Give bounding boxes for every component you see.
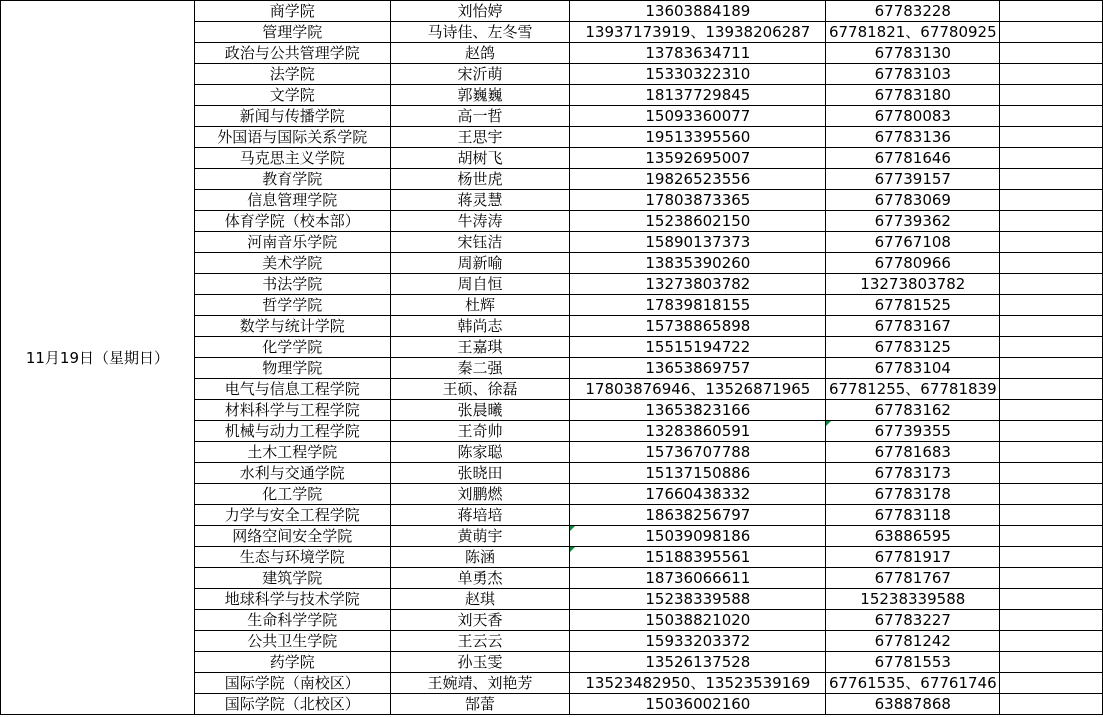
office-phone-cell[interactable]: 13273803782 [826,274,1000,295]
empty-cell[interactable] [1000,673,1103,694]
mobile-phone-cell[interactable]: 13937173919、13938206287 [570,22,826,43]
office-phone-cell[interactable]: 67781821、67780925 [826,22,1000,43]
college-cell[interactable]: 哲学学院 [194,295,390,316]
college-cell[interactable]: 机械与动力工程学院 [194,421,390,442]
empty-cell[interactable] [1000,316,1103,337]
mobile-phone-cell[interactable]: 15238339588 [570,589,826,610]
empty-cell[interactable] [1000,421,1103,442]
empty-cell[interactable] [1000,652,1103,673]
contact-name-cell[interactable]: 王婉靖、刘艳芳 [390,673,570,694]
office-phone-cell[interactable]: 15238339588 [826,589,1000,610]
empty-cell[interactable] [1000,568,1103,589]
contact-name-cell[interactable]: 高一哲 [390,106,570,127]
empty-cell[interactable] [1000,148,1103,169]
mobile-phone-cell[interactable]: 15933203372 [570,631,826,652]
office-phone-cell[interactable]: 67783103 [826,64,1000,85]
office-phone-cell[interactable]: 67783118 [826,505,1000,526]
mobile-phone-cell[interactable]: 19513395560 [570,127,826,148]
office-phone-cell[interactable]: 67783069 [826,190,1000,211]
college-cell[interactable]: 电气与信息工程学院 [194,379,390,400]
empty-cell[interactable] [1000,232,1103,253]
college-cell[interactable]: 政治与公共管理学院 [194,43,390,64]
empty-cell[interactable] [1000,694,1103,715]
office-phone-cell[interactable]: 67781553 [826,652,1000,673]
empty-cell[interactable] [1000,526,1103,547]
college-cell[interactable]: 美术学院 [194,253,390,274]
mobile-phone-cell[interactable]: 15036002160 [570,694,826,715]
empty-cell[interactable] [1000,274,1103,295]
mobile-phone-cell[interactable]: 17660438332 [570,484,826,505]
college-cell[interactable]: 公共卫生学院 [194,631,390,652]
office-phone-cell[interactable]: 67783167 [826,316,1000,337]
office-phone-cell[interactable]: 63886595 [826,526,1000,547]
contact-name-cell[interactable]: 杜辉 [390,295,570,316]
mobile-phone-cell[interactable]: 15039098186 [570,526,826,547]
college-cell[interactable]: 力学与安全工程学院 [194,505,390,526]
college-cell[interactable]: 管理学院 [194,22,390,43]
college-cell[interactable]: 药学院 [194,652,390,673]
office-phone-cell[interactable]: 67781767 [826,568,1000,589]
office-phone-cell[interactable]: 67739157 [826,169,1000,190]
college-cell[interactable]: 网络空间安全学院 [194,526,390,547]
contact-name-cell[interactable]: 黄萌宇 [390,526,570,547]
empty-cell[interactable] [1000,190,1103,211]
college-cell[interactable]: 化工学院 [194,484,390,505]
college-cell[interactable]: 体育学院（校本部） [194,211,390,232]
mobile-phone-cell[interactable]: 18736066611 [570,568,826,589]
mobile-phone-cell[interactable]: 17803873365 [570,190,826,211]
office-phone-cell[interactable]: 67783130 [826,43,1000,64]
contact-name-cell[interactable]: 王奇帅 [390,421,570,442]
college-cell[interactable]: 河南音乐学院 [194,232,390,253]
college-cell[interactable]: 化学学院 [194,337,390,358]
college-cell[interactable]: 法学院 [194,64,390,85]
office-phone-cell[interactable]: 67781255、67781839 [826,379,1000,400]
office-phone-cell[interactable]: 67783227 [826,610,1000,631]
empty-cell[interactable] [1000,253,1103,274]
empty-cell[interactable] [1000,589,1103,610]
contact-name-cell[interactable]: 刘天香 [390,610,570,631]
office-phone-cell[interactable]: 63887868 [826,694,1000,715]
contact-name-cell[interactable]: 王嘉琪 [390,337,570,358]
empty-cell[interactable] [1000,106,1103,127]
mobile-phone-cell[interactable]: 15238602150 [570,211,826,232]
table-body [1,1,1103,715]
mobile-phone-cell[interactable]: 13273803782 [570,274,826,295]
contact-name-cell[interactable]: 宋钰洁 [390,232,570,253]
college-cell[interactable]: 国际学院（北校区） [194,694,390,715]
college-cell[interactable]: 商学院 [194,1,390,22]
contact-name-cell[interactable]: 刘鹏燃 [390,484,570,505]
college-cell[interactable]: 马克思主义学院 [194,148,390,169]
office-phone-cell[interactable]: 67781683 [826,442,1000,463]
office-phone-cell[interactable]: 67761535、67761746 [826,673,1000,694]
contact-name-cell[interactable]: 秦二强 [390,358,570,379]
mobile-phone-cell[interactable]: 17803876946、13526871965 [570,379,826,400]
contact-name-cell[interactable]: 胡树飞 [390,148,570,169]
college-cell[interactable]: 建筑学院 [194,568,390,589]
college-cell[interactable]: 数学与统计学院 [194,316,390,337]
empty-cell[interactable] [1000,22,1103,43]
mobile-phone-cell[interactable]: 13603884189 [570,1,826,22]
mobile-phone-cell[interactable]: 13283860591 [570,421,826,442]
empty-cell[interactable] [1000,358,1103,379]
contact-name-cell[interactable]: 刘怡婷 [390,1,570,22]
contact-name-cell[interactable]: 郜蕾 [390,694,570,715]
college-cell[interactable]: 生态与环境学院 [194,547,390,568]
office-phone-cell[interactable]: 67739362 [826,211,1000,232]
contact-name-cell[interactable]: 宋沂萌 [390,64,570,85]
office-phone-cell[interactable]: 67783162 [826,400,1000,421]
college-cell[interactable]: 土木工程学院 [194,442,390,463]
mobile-phone-cell[interactable]: 15736707788 [570,442,826,463]
office-phone-cell[interactable]: 67783180 [826,85,1000,106]
contact-name-cell[interactable]: 王硕、徐磊 [390,379,570,400]
contact-name-cell[interactable]: 牛涛涛 [390,211,570,232]
mobile-phone-cell[interactable]: 17839818155 [570,295,826,316]
contact-name-cell[interactable]: 蒋灵慧 [390,190,570,211]
college-cell[interactable]: 教育学院 [194,169,390,190]
empty-cell[interactable] [1000,169,1103,190]
empty-cell[interactable] [1000,211,1103,232]
office-phone-cell[interactable]: 67781917 [826,547,1000,568]
mobile-phone-cell[interactable]: 18638256797 [570,505,826,526]
mobile-phone-cell[interactable]: 15093360077 [570,106,826,127]
empty-cell[interactable] [1000,337,1103,358]
contact-name-cell[interactable]: 周自恒 [390,274,570,295]
date-cell[interactable]: 11月19日（星期日） [1,1,195,715]
college-cell[interactable]: 信息管理学院 [194,190,390,211]
college-cell[interactable]: 新闻与传播学院 [194,106,390,127]
office-phone-cell[interactable]: 67780966 [826,253,1000,274]
table-row [1,1,1103,22]
mobile-phone-cell[interactable]: 13653823166 [570,400,826,421]
mobile-phone-cell[interactable]: 15330322310 [570,64,826,85]
mobile-phone-cell[interactable]: 13592695007 [570,148,826,169]
mobile-phone-cell[interactable]: 15890137373 [570,232,826,253]
office-phone-cell[interactable]: 67783173 [826,463,1000,484]
office-phone-cell[interactable]: 67783228 [826,1,1000,22]
college-cell[interactable]: 书法学院 [194,274,390,295]
contact-name-cell[interactable]: 张晓田 [390,463,570,484]
empty-cell[interactable] [1000,1,1103,22]
contact-name-cell[interactable]: 周新喻 [390,253,570,274]
contact-name-cell[interactable]: 赵琪 [390,589,570,610]
contact-name-cell[interactable]: 孙玉雯 [390,652,570,673]
college-cell[interactable]: 地球科学与技术学院 [194,589,390,610]
mobile-phone-cell[interactable]: 15038821020 [570,610,826,631]
office-phone-cell[interactable]: 67739355 [826,421,1000,442]
empty-cell[interactable] [1000,631,1103,652]
college-cell[interactable]: 国际学院（南校区） [194,673,390,694]
mobile-phone-cell[interactable]: 13783634711 [570,43,826,64]
empty-cell[interactable] [1000,463,1103,484]
office-phone-cell[interactable]: 67783136 [826,127,1000,148]
empty-cell[interactable] [1000,64,1103,85]
mobile-phone-cell[interactable]: 15188395561 [570,547,826,568]
empty-cell[interactable] [1000,379,1103,400]
empty-cell[interactable] [1000,547,1103,568]
mobile-phone-cell[interactable]: 15515194722 [570,337,826,358]
office-phone-cell[interactable]: 67781646 [826,148,1000,169]
contact-name-cell[interactable]: 单勇杰 [390,568,570,589]
empty-cell[interactable] [1000,610,1103,631]
college-cell[interactable]: 生命科学学院 [194,610,390,631]
college-cell[interactable]: 物理学院 [194,358,390,379]
college-cell[interactable]: 文学院 [194,85,390,106]
contact-name-cell[interactable]: 张晨曦 [390,400,570,421]
college-cell[interactable]: 水利与交通学院 [194,463,390,484]
college-cell[interactable]: 外国语与国际关系学院 [194,127,390,148]
mobile-phone-cell[interactable]: 18137729845 [570,85,826,106]
office-phone-cell[interactable]: 67783178 [826,484,1000,505]
mobile-phone-cell[interactable]: 13523482950、13523539169 [570,673,826,694]
office-phone-cell[interactable]: 67783125 [826,337,1000,358]
contact-name-cell[interactable]: 蒋培培 [390,505,570,526]
contact-name-cell[interactable]: 王思宇 [390,127,570,148]
empty-cell[interactable] [1000,295,1103,316]
empty-cell[interactable] [1000,442,1103,463]
empty-cell[interactable] [1000,505,1103,526]
mobile-phone-cell[interactable]: 13653869757 [570,358,826,379]
mobile-phone-cell[interactable]: 15137150886 [570,463,826,484]
contact-name-cell[interactable]: 杨世虎 [390,169,570,190]
mobile-phone-cell[interactable]: 15738865898 [570,316,826,337]
empty-cell[interactable] [1000,484,1103,505]
contact-name-cell[interactable]: 王云云 [390,631,570,652]
mobile-phone-cell[interactable]: 19826523556 [570,169,826,190]
office-phone-cell[interactable]: 67783104 [826,358,1000,379]
office-phone-cell[interactable]: 67780083 [826,106,1000,127]
contact-name-cell[interactable]: 马诗佳、左冬雪 [390,22,570,43]
contact-name-cell[interactable]: 韩尚志 [390,316,570,337]
office-phone-cell[interactable]: 67781242 [826,631,1000,652]
empty-cell[interactable] [1000,85,1103,106]
mobile-phone-cell[interactable]: 13835390260 [570,253,826,274]
office-phone-cell[interactable]: 67781525 [826,295,1000,316]
mobile-phone-cell[interactable]: 13526137528 [570,652,826,673]
empty-cell[interactable] [1000,43,1103,64]
empty-cell[interactable] [1000,400,1103,421]
contact-name-cell[interactable]: 陈家聪 [390,442,570,463]
contact-name-cell[interactable]: 陈涵 [390,547,570,568]
contact-name-cell[interactable]: 郭巍巍 [390,85,570,106]
empty-cell[interactable] [1000,127,1103,148]
office-phone-cell[interactable]: 67767108 [826,232,1000,253]
contact-name-cell[interactable]: 赵鸽 [390,43,570,64]
college-cell[interactable]: 材料科学与工程学院 [194,400,390,421]
